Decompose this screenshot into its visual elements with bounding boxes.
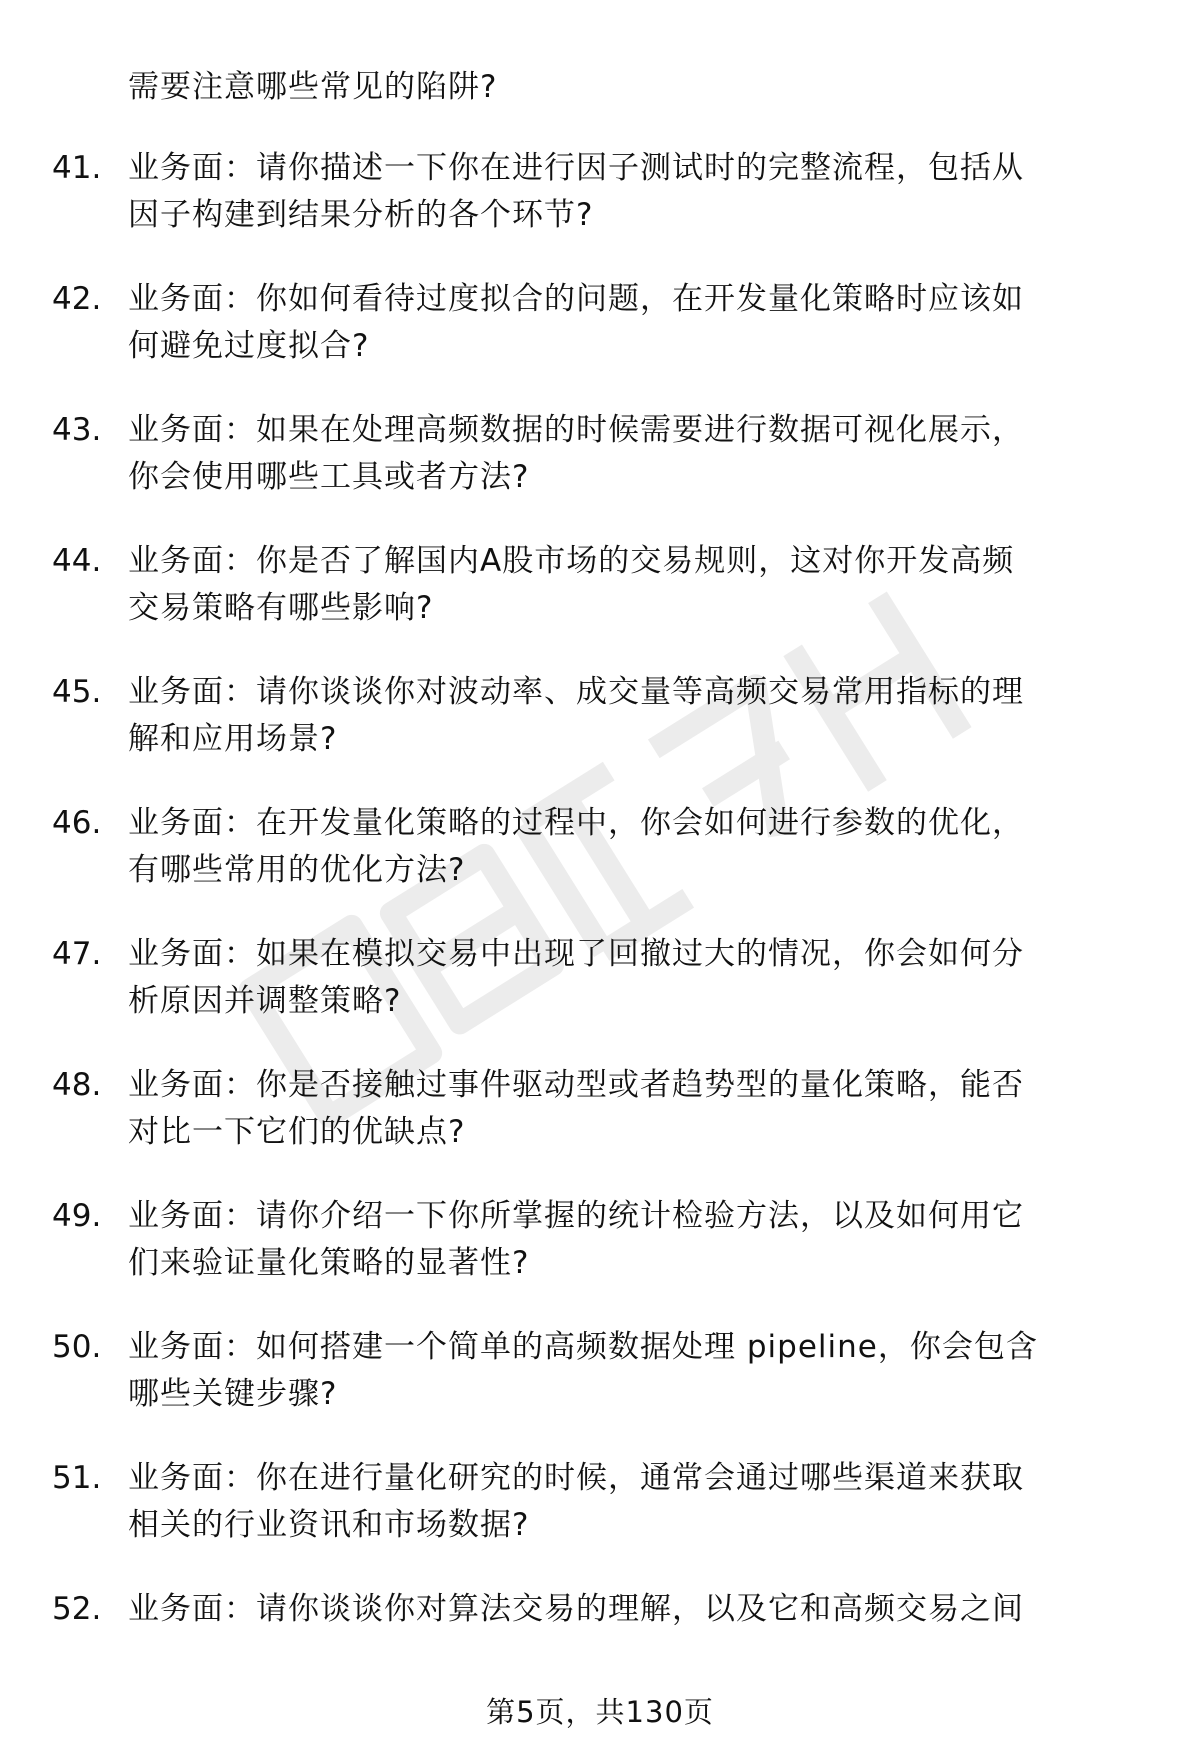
question-text [128, 1586, 1148, 1633]
question-item [0, 538, 1200, 669]
question-line: 们来验证量化策略的显著性? [128, 1245, 530, 1281]
question-line: 业务面：你是否了解国内A股市场的交易规则，这对你开发高频 [128, 543, 1015, 579]
question-line: 析原因并调整策略? [128, 983, 402, 1019]
question-item [0, 1455, 1200, 1586]
question-number: 50. [52, 1329, 102, 1365]
question-line: 何避免过度拟合? [128, 328, 370, 364]
question-number: 49. [52, 1198, 102, 1234]
question-line: 有哪些常用的优化方法? [128, 852, 466, 888]
question-line: 业务面：请你描述一下你在进行因子测试时的完整流程，包括从 [128, 150, 1024, 186]
question-line: 业务面：在开发量化策略的过程中，你会如何进行参数的优化， [128, 805, 1024, 841]
question-text [128, 1062, 1148, 1156]
question-text [128, 800, 1148, 894]
question-text [128, 1455, 1148, 1549]
page-footer: 第5页，共130页 [486, 1695, 714, 1729]
question-line: 业务面：请你谈谈你对算法交易的理解，以及它和高频交易之间 [128, 1591, 1024, 1627]
question-line: 交易策略有哪些影响? [128, 590, 434, 626]
question-line: 你会使用哪些工具或者方法? [128, 459, 530, 495]
question-line: 业务面：如果在模拟交易中出现了回撤过大的情况，你会如何分 [128, 936, 1024, 972]
question-number: 41. [52, 150, 102, 186]
question-line: 业务面：如何搭建一个简单的高频数据处理 pipeline，你会包含 [128, 1329, 1038, 1365]
question-text [128, 1324, 1148, 1418]
question-number: 46. [52, 805, 102, 841]
question-number: 43. [52, 412, 102, 448]
question-number: 45. [52, 674, 102, 710]
question-text [128, 669, 1148, 763]
continuation-line: 需要注意哪些常见的陷阱? [128, 69, 498, 105]
question-line: 业务面：你是否接触过事件驱动型或者趋势型的量化策略，能否 [128, 1067, 1024, 1103]
question-item [0, 1193, 1200, 1324]
question-item [0, 145, 1200, 276]
question-number: 48. [52, 1067, 102, 1103]
question-text [128, 931, 1148, 1025]
question-number: 47. [52, 936, 102, 972]
question-text [128, 407, 1148, 501]
question-item [0, 1324, 1200, 1455]
question-line: 业务面：请你介绍一下你所掌握的统计检验方法，以及如何用它 [128, 1198, 1024, 1234]
question-item [0, 276, 1200, 407]
question-text [128, 145, 1148, 239]
question-text [128, 538, 1148, 632]
question-number: 42. [52, 281, 102, 317]
question-line: 业务面：如果在处理高频数据的时候需要进行数据可视化展示， [128, 412, 1024, 448]
question-line: 业务面：你在进行量化研究的时候，通常会通过哪些渠道来获取 [128, 1460, 1024, 1496]
question-line: 对比一下它们的优缺点? [128, 1114, 466, 1150]
question-item [0, 1062, 1200, 1193]
question-number: 44. [52, 543, 102, 579]
question-text [128, 1193, 1148, 1287]
question-line: 业务面：你如何看待过度拟合的问题，在开发量化策略时应该如 [128, 281, 1024, 317]
question-item [0, 407, 1200, 538]
question-number: 51. [52, 1460, 102, 1496]
question-item [0, 669, 1200, 800]
question-line: 因子构建到结果分析的各个环节? [128, 197, 594, 233]
question-list [0, 145, 1200, 1717]
question-number: 52. [52, 1591, 102, 1627]
question-line: 相关的行业资讯和市场数据? [128, 1507, 530, 1543]
question-line: 业务面：请你谈谈你对波动率、成交量等高频交易常用指标的理 [128, 674, 1024, 710]
question-text [128, 276, 1148, 370]
question-item [0, 931, 1200, 1062]
question-item [0, 800, 1200, 931]
question-line: 哪些关键步骤? [128, 1376, 338, 1412]
question-line: 解和应用场景? [128, 721, 338, 757]
